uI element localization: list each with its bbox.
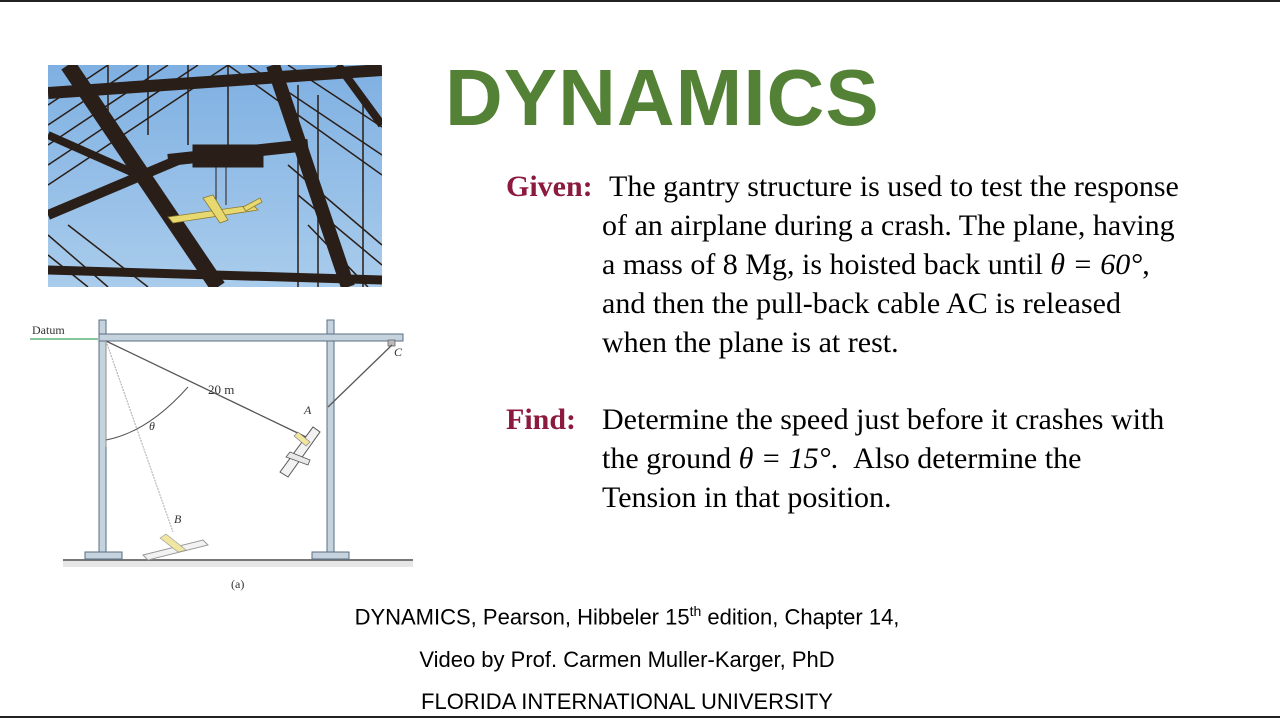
figure-caption: (a) [231, 577, 245, 591]
cable-ac [328, 345, 392, 407]
given-line: a mass of 8 Mg, is hoisted back until θ = 60°, [602, 248, 1150, 281]
gantry-diagram [28, 312, 423, 597]
theta-60-expression: θ = 60° [1050, 248, 1143, 281]
find-label: Find: [506, 403, 577, 436]
slide-top-border [0, 0, 1280, 2]
given-text [602, 206, 1175, 362]
plane-a [280, 427, 320, 477]
plane-b [143, 534, 208, 560]
point-a-label: A [304, 403, 312, 417]
top-beam [99, 334, 403, 341]
given-line: and then the pull-back cable AC is released [602, 287, 1121, 320]
theta-15-expression: θ = 15° [738, 442, 831, 475]
datum-label: Datum [32, 323, 65, 337]
right-post [327, 320, 334, 558]
theta-label: θ [149, 419, 155, 433]
find-line: Tension in that position. [602, 481, 892, 514]
given-label: Given: [506, 170, 593, 203]
footer-reference: DYNAMICS, Pearson, Hibbeler 15th edition, Chapter 14, [354, 603, 900, 630]
slide-title: DYNAMICS [445, 53, 880, 142]
length-label: 20 m [208, 382, 235, 397]
point-c-label: C [394, 345, 403, 359]
footer-author: Video by Prof. Carmen Muller-Karger, PhD [419, 647, 835, 672]
given-text-line1 [609, 167, 1179, 206]
find-text [602, 400, 1164, 517]
find-line: Determine the speed just before it crashes with [602, 403, 1165, 436]
footer-university: FLORIDA INTERNATIONAL UNIVERSITY [421, 689, 833, 714]
slide-bottom-border [0, 716, 1280, 718]
cable-pivot-to-a [106, 341, 306, 437]
given-line: The gantry structure is used to test the response [609, 170, 1179, 203]
gantry-photo [48, 65, 382, 287]
given-line: of an airplane during a crash. The plane, having [602, 209, 1175, 242]
find-line: the ground θ = 15°. Also determine the [602, 442, 1082, 475]
theta-arc [106, 387, 188, 440]
given-line: when the plane is at rest. [602, 326, 899, 359]
left-post [99, 320, 106, 558]
point-b-label: B [174, 512, 182, 526]
cable-pivot-to-b [106, 341, 173, 532]
